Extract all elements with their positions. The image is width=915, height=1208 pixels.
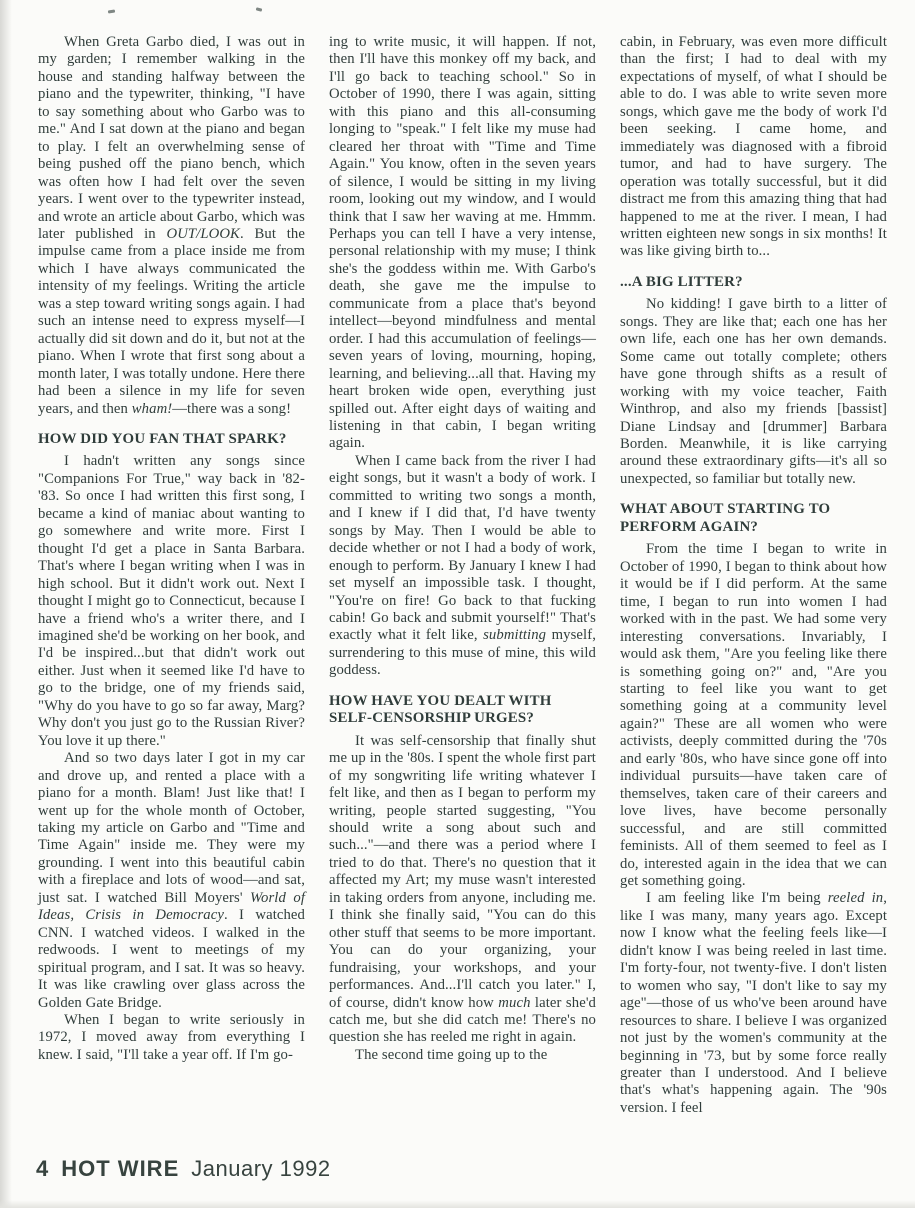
page-footer bbox=[36, 1156, 331, 1182]
article-paragraph: I am feeling like I'm being reeled in, like I was many, many years ago. Except now I know what the feeling feels like—I didn't know I was being reeled in last time. I'm forty-four, not twenty-five. I don't listen to women who say, "I don't like to say my age"—those of us who've been around have resources to share. I believe I was organized not just by the women's community at the beginning in '73, but by some force really greater than I understood. And I believe that's what's happening again. The '90s version. I feel bbox=[620, 890, 887, 1116]
article-paragraph: The second time going up to the bbox=[355, 1046, 548, 1063]
article-paragraph: ing to write music, it will happen. If not, then I'll have this monkey off my back, and I'll go back to teaching school." So in October of 1990, there I was again, sitting with this piano and this all-consuming longing to "speak." I felt like my muse had cleared her throat with "Time and Time Again." You know, often in the seven years of silence, I would be sitting in my living room, looking out my window, and I would think that I saw her waving at me. Hmmm. Perhaps you can tell I have a very intense, personal relationship with my muse; I think she's the goddess within me. With Garbo's death, she gave me the impulse to communicate from a place that's beyond intellect—beyond mindfulness and mental order. I had this accumulation of feelings—seven years of loving, mourning, hoping, learning, and believing...all that. Having my heart broken wide open, everything just spilled out. After eight days of waiting and listening in that cabin, I began writing again. bbox=[329, 34, 596, 452]
article-paragraph: When I came back from the river I had eight songs, but it wasn't a body of work. I committed to writing two songs a month, and I knew if I did that, I'd have twenty songs by May. Then I would be able to decide whether or not I had a body of work, enough to perform. By January I knew I had set myself an impossible task. I thought, "You're on fire! Go back to that fucking cabin! Go back and submit yourself!" That's exactly what it felt like, submitting myself, surrendering to this muse of mine, this wild goddess. bbox=[329, 452, 596, 679]
article-paragraph: cabin, in February, was even more difficult than the first; I had to deal with my expectations of myself, of what I should be able to do. I was able to write seven more songs, which gave me the body of work I'd been seeking. I came home, and immediately was diagnosed with a fibroid tumor, and had to have surgery. The operation was totally successful, but it did distract me from this amazing thing that had happened to me at the river. I mean, I had written eighteen new songs in six months! It was like giving birth to... bbox=[620, 34, 887, 260]
article-paragraph: When I began to write seriously in 1972, I moved away from everything I knew. I said, "I'll take a year off. If I'm go- bbox=[38, 1011, 305, 1063]
column-2 bbox=[329, 34, 596, 1117]
issue-date: January 1992 bbox=[191, 1156, 331, 1181]
article-paragraph: I hadn't written any songs since "Companions For True," way back in '82-'83. So once I had written this first song, I became a kind of maniac about wanting to go somewhere and write more. First I thought I'd get a place in Santa Barbara. That's where I began writing when I was in high school. But it didn't work out. Next I thought I might go to Connecticut, because I have a friend who's a writer there, and I imagined she'd be working on her book, and I'd be inspired...but that didn't work out either. Just when it seemed like I'd have to go to the bridge, one of my friends said, "Why do you have to go so far away, Marg? Why don't you just go to the Russian River? You love it up there." bbox=[38, 453, 305, 749]
column-1 bbox=[38, 34, 305, 1117]
magazine-title: HOT WIRE bbox=[61, 1156, 180, 1181]
page-number: 4 bbox=[36, 1156, 50, 1181]
article-paragraph: It was self-censorship that finally shut me up in the '80s. I spent the whole first part of my songwriting life writing whatever I felt like, and then as I began to perform my writing, people started suggesting, "You should write a song about such and such..."—and there was a period where I tried to do that. There's no question that it affected my Art; my muse wasn't interested in taking orders from anyone, including me. I think she finally said, "You can do this other stuff that seems to be more important. You can do your organizing, your fundraising, your workshops, and your performances. And...I'll catch you later." I, of course, didn't know how much later she'd catch me, but she did catch me! There's no question she has reeled me right in again. bbox=[329, 732, 597, 1046]
article-columns bbox=[38, 34, 887, 1117]
article-paragraph: When Greta Garbo died, I was out in my garden; I remember walking in the house and standing halfway between the piano and the typewriter, thinking, "I have to say something about who Garbo was to me." And I sat down at the piano and began to play. I felt an overwhelming sense of being pushed off the piano bench, which was often how I had felt over the seven years. I went over to the typewriter instead, and wrote an article about Garbo, which was later published in OUT/LOOK. But the impulse came from a place inside me from which I have always communicated the intensity of my feelings. Writing the article was a step toward writing songs again. I had such an intense need to express myself—I actually did sit down and do it, but not at the piano. When I wrote that first song about a month later, I was totally undone. Here there had been a silence in my life for seven years, and then wham!—there was a song! bbox=[38, 34, 305, 417]
section-heading: HOW DID YOU FAN THAT SPARK? bbox=[38, 430, 287, 447]
section-heading: WHAT ABOUT STARTING TO PERFORM AGAIN? bbox=[620, 501, 831, 535]
article-paragraph: From the time I began to write in October of 1990, I began to think about how it would be if I did perform. At the same time, I began to run into women I had worked with in the past. We had some very interesting conversations. Invariably, I would ask them, "Are you feeling like there is something going on?" and, "Are you starting to feel like you want to get something going at a community level again?" These are all women who were activists, deeply committed during the '70s and early '80s, who have since gone off into individual pursuits—have taken care of themselves, taken care of their careers and love lives, have become personally successful, and are still committed feminists. All of them seemed to feel as I do, interested again in the idea that we can get something going. bbox=[620, 541, 887, 889]
article-paragraph: And so two days later I got in my car and drove up, and rented a place with a piano for a month. Blam! Just like that! I went up for the whole month of October, taking my article on Garbo and "Time and Time Again" inside me. They were my grounding. I went into this beautiful cabin with a fireplace and lots of wood—and sat, just sat. I watched Bill Moyers' World of Ideas, Crisis in Democracy. I watched CNN. I watched videos. I walked in the redwoods. I went to meetings of my spiritual program, and I sat. It was so heavy. It was like crawling over glass across the Golden Gate Bridge. bbox=[38, 750, 305, 1011]
article-paragraph: No kidding! I gave birth to a litter of songs. They are like that; each one has her own life, each one has her own demands. Some came out totally complete; others have gone through shifts as a result of working with my voice teacher, Faith Winthrop, and also my friends [bassist] Diane Lindsay and [drummer] Barbara Borden. Meanwhile, it is like carrying around these extraordinary gifts—it's all so unexpected, so familiar but totally new. bbox=[620, 296, 887, 487]
section-heading: ...A BIG LITTER? bbox=[620, 273, 743, 290]
column-3 bbox=[620, 34, 887, 1117]
section-heading: HOW HAVE YOU DEALT WITH SELF-CENSORSHIP URGES? bbox=[329, 692, 552, 727]
